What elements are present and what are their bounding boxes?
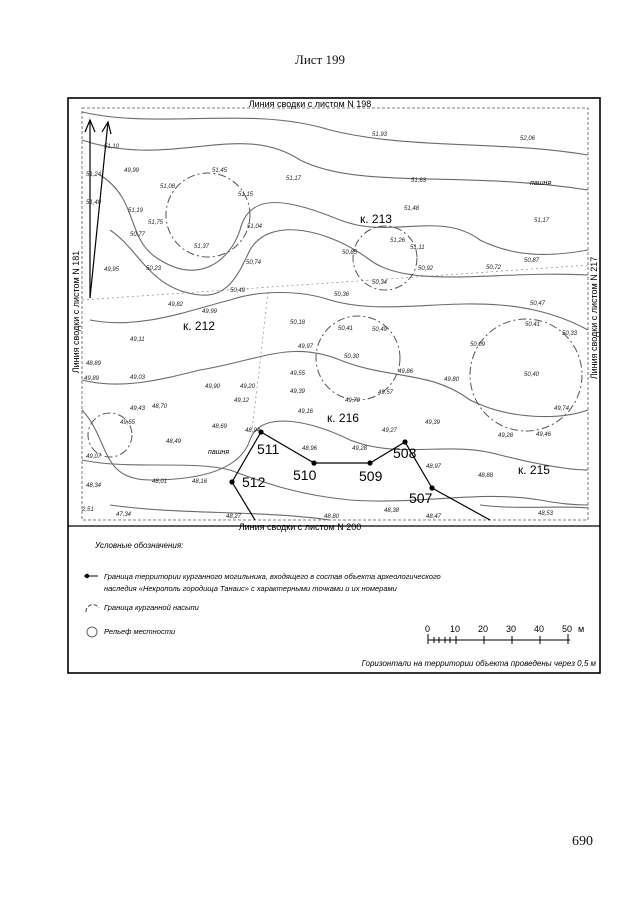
elevation-mark: 49,70	[345, 398, 361, 404]
elevation-mark: 49,55	[290, 371, 306, 377]
elevation-mark: 48,27	[226, 514, 242, 520]
elevation-mark: 49,43	[130, 406, 146, 412]
elevation-mark: 49,46	[536, 432, 552, 438]
elevation-mark: 48,69	[212, 424, 228, 430]
elevation-mark: 49,16	[298, 409, 314, 415]
elevation-mark: 49,27	[382, 428, 398, 434]
legend-item: Граница территории курганного могильника, входящего в состав объекта археологического	[104, 572, 441, 581]
elevation-mark: 51,93	[372, 132, 388, 138]
elevation-mark: 49,90	[205, 384, 221, 390]
right-edge-label: Линия сводки с листом N 217	[589, 256, 599, 380]
scale-tick: 50	[562, 624, 573, 634]
scale-bar	[428, 634, 570, 644]
elevation-mark: 50,77	[130, 232, 146, 238]
elevation-mark: 48,70	[152, 404, 168, 410]
page-number: 690	[572, 834, 593, 849]
elevation-mark: 50,33	[562, 331, 578, 337]
legend-relief-symbol	[87, 627, 97, 637]
elevation-mark: 48,94	[245, 428, 261, 434]
elevation-mark: 48,80	[324, 514, 340, 520]
elevation-mark: 47,34	[116, 512, 132, 518]
elevation-mark: 50,41	[525, 322, 541, 328]
point-label: 512	[242, 474, 266, 490]
elevation-mark: 51,17	[286, 176, 302, 182]
elevation-mark: 49,28	[352, 446, 368, 452]
elevation-marks	[81, 132, 578, 520]
elevation-mark: 51,63	[411, 178, 427, 184]
sheet-junction-line	[252, 292, 268, 430]
sheet-title: Лист 199	[295, 52, 345, 67]
elevation-mark: 50,74	[246, 260, 262, 266]
point-label: 507	[409, 490, 433, 506]
elevation-mark: 51,11	[410, 245, 425, 251]
elevation-mark: 49,28	[498, 433, 514, 439]
elevation-mark: 49,97	[298, 344, 314, 350]
elevation-mark: 49,99	[124, 168, 140, 174]
elevation-mark: 49,12	[234, 398, 250, 404]
elevation-mark: 51,19	[128, 208, 144, 214]
elevation-mark: 48,53	[538, 511, 554, 517]
elevation-mark: 49,11	[130, 337, 145, 343]
elevation-mark: 49,82	[168, 302, 184, 308]
legend-item: наследия «Некрополь городища Танаис» с характерными точками и их номерами	[104, 584, 397, 593]
elevation-mark: 49,39	[290, 389, 306, 395]
elevation-mark: 50,85	[342, 250, 358, 256]
elevation-mark: 49,07	[86, 454, 102, 460]
elevation-mark: 48,96	[302, 446, 318, 452]
elevation-mark: 50,92	[418, 266, 434, 272]
boundary-point	[229, 479, 234, 484]
elevation-mark: 49,95	[104, 267, 120, 273]
elevation-mark: 48,97	[426, 464, 442, 470]
elevation-mark: 49,55	[120, 420, 136, 426]
scale-unit: м	[578, 624, 585, 634]
elevation-mark: 50,36	[334, 292, 350, 298]
point-label: 511	[257, 441, 280, 457]
elevation-mark: 49,99	[202, 309, 218, 315]
elevation-mark: 51,37	[194, 244, 210, 250]
elevation-mark: 51,17	[534, 218, 550, 224]
elevation-mark: 50,87	[524, 258, 540, 264]
point-label: 510	[293, 467, 317, 483]
elevation-mark: 50,72	[486, 265, 502, 271]
land-label: пашня	[530, 180, 552, 187]
elevation-mark: 50,49	[372, 327, 388, 333]
elevation-mark: 50,47	[530, 301, 546, 307]
elevation-mark: 48,38	[384, 508, 400, 514]
elevation-mark: 50,41	[338, 326, 354, 332]
legend-title: Условные обозначения:	[95, 541, 184, 550]
boundary-point	[367, 460, 372, 465]
legend-item: Рельеф местности	[104, 627, 176, 636]
point-label: 509	[359, 468, 383, 484]
elevation-mark: 51,10	[104, 144, 120, 150]
elevation-mark: 52,06	[520, 136, 536, 142]
top-edge-label: Линия сводки с листом N 198	[248, 99, 372, 109]
bottom-edge-label: Линия сводки с листом N 200	[238, 522, 362, 532]
elevation-mark: 50,23	[146, 266, 162, 272]
elevation-mark: 48,01	[152, 479, 168, 485]
elevation-mark: 48,34	[86, 483, 102, 489]
elevation-mark: 48,89	[86, 361, 102, 367]
elevation-mark: 49,03	[130, 375, 146, 381]
kurgan-label: к. 212	[183, 319, 215, 333]
elevation-mark: 51,15	[238, 192, 254, 198]
elevation-mark: 51,08	[160, 184, 176, 190]
elevation-mark: 49,89	[84, 376, 100, 382]
elevation-mark: 48,16	[192, 479, 208, 485]
scale-tick: 10	[450, 624, 461, 634]
elevation-mark: 49,39	[425, 420, 441, 426]
elevation-mark: 49,57	[378, 390, 394, 396]
elevation-mark: 51,24	[86, 172, 102, 178]
elevation-mark: 50,09	[470, 342, 486, 348]
land-label: пашня	[208, 449, 230, 456]
kurgan-label: к. 216	[327, 411, 359, 425]
elevation-mark: 50,49	[230, 288, 246, 294]
elevation-mark: 49,86	[398, 369, 414, 375]
elevation-mark: 51,75	[148, 220, 164, 226]
kurgan-label: к. 215	[518, 463, 550, 477]
scale-tick: 30	[506, 624, 517, 634]
scale-tick: 20	[478, 624, 489, 634]
legend-item: Граница курганной насыпи	[104, 603, 199, 612]
elevation-mark: 2,51	[82, 507, 94, 513]
elevation-mark: 50,30	[344, 354, 360, 360]
boundary-point	[311, 460, 316, 465]
legend-point-symbol	[85, 574, 89, 578]
scale-tick: 40	[534, 624, 545, 634]
elevation-mark: 49,80	[444, 377, 460, 383]
elevation-mark: 50,18	[290, 320, 306, 326]
legend-kurgan-symbol	[86, 605, 99, 612]
elevation-mark: 49,20	[240, 384, 256, 390]
elevation-mark: 51,04	[247, 224, 263, 230]
elevation-mark: 51,48	[404, 206, 420, 212]
kurgan-label: к. 213	[360, 212, 392, 226]
elevation-mark: 50,40	[524, 372, 540, 378]
scale-tick: 0	[425, 624, 431, 634]
elevation-mark: 51,26	[390, 238, 406, 244]
left-edge-label: Линия сводки с листом N 181	[71, 250, 81, 374]
elevation-mark: 49,74	[554, 406, 570, 412]
elevation-mark: 48,88	[478, 473, 494, 479]
boundary-point	[402, 439, 407, 444]
elevation-mark: 51,45	[212, 168, 228, 174]
point-label: 508	[393, 445, 417, 461]
contour-note: Горизонтали на территории объекта проведены через 0,5 м	[361, 659, 596, 668]
legend	[84, 541, 597, 668]
elevation-mark: 48,49	[166, 439, 182, 445]
elevation-mark: 51,40	[86, 200, 102, 206]
elevation-mark: 50,34	[372, 280, 388, 286]
elevation-mark: 48,47	[426, 514, 442, 520]
relief-contours	[82, 112, 588, 520]
